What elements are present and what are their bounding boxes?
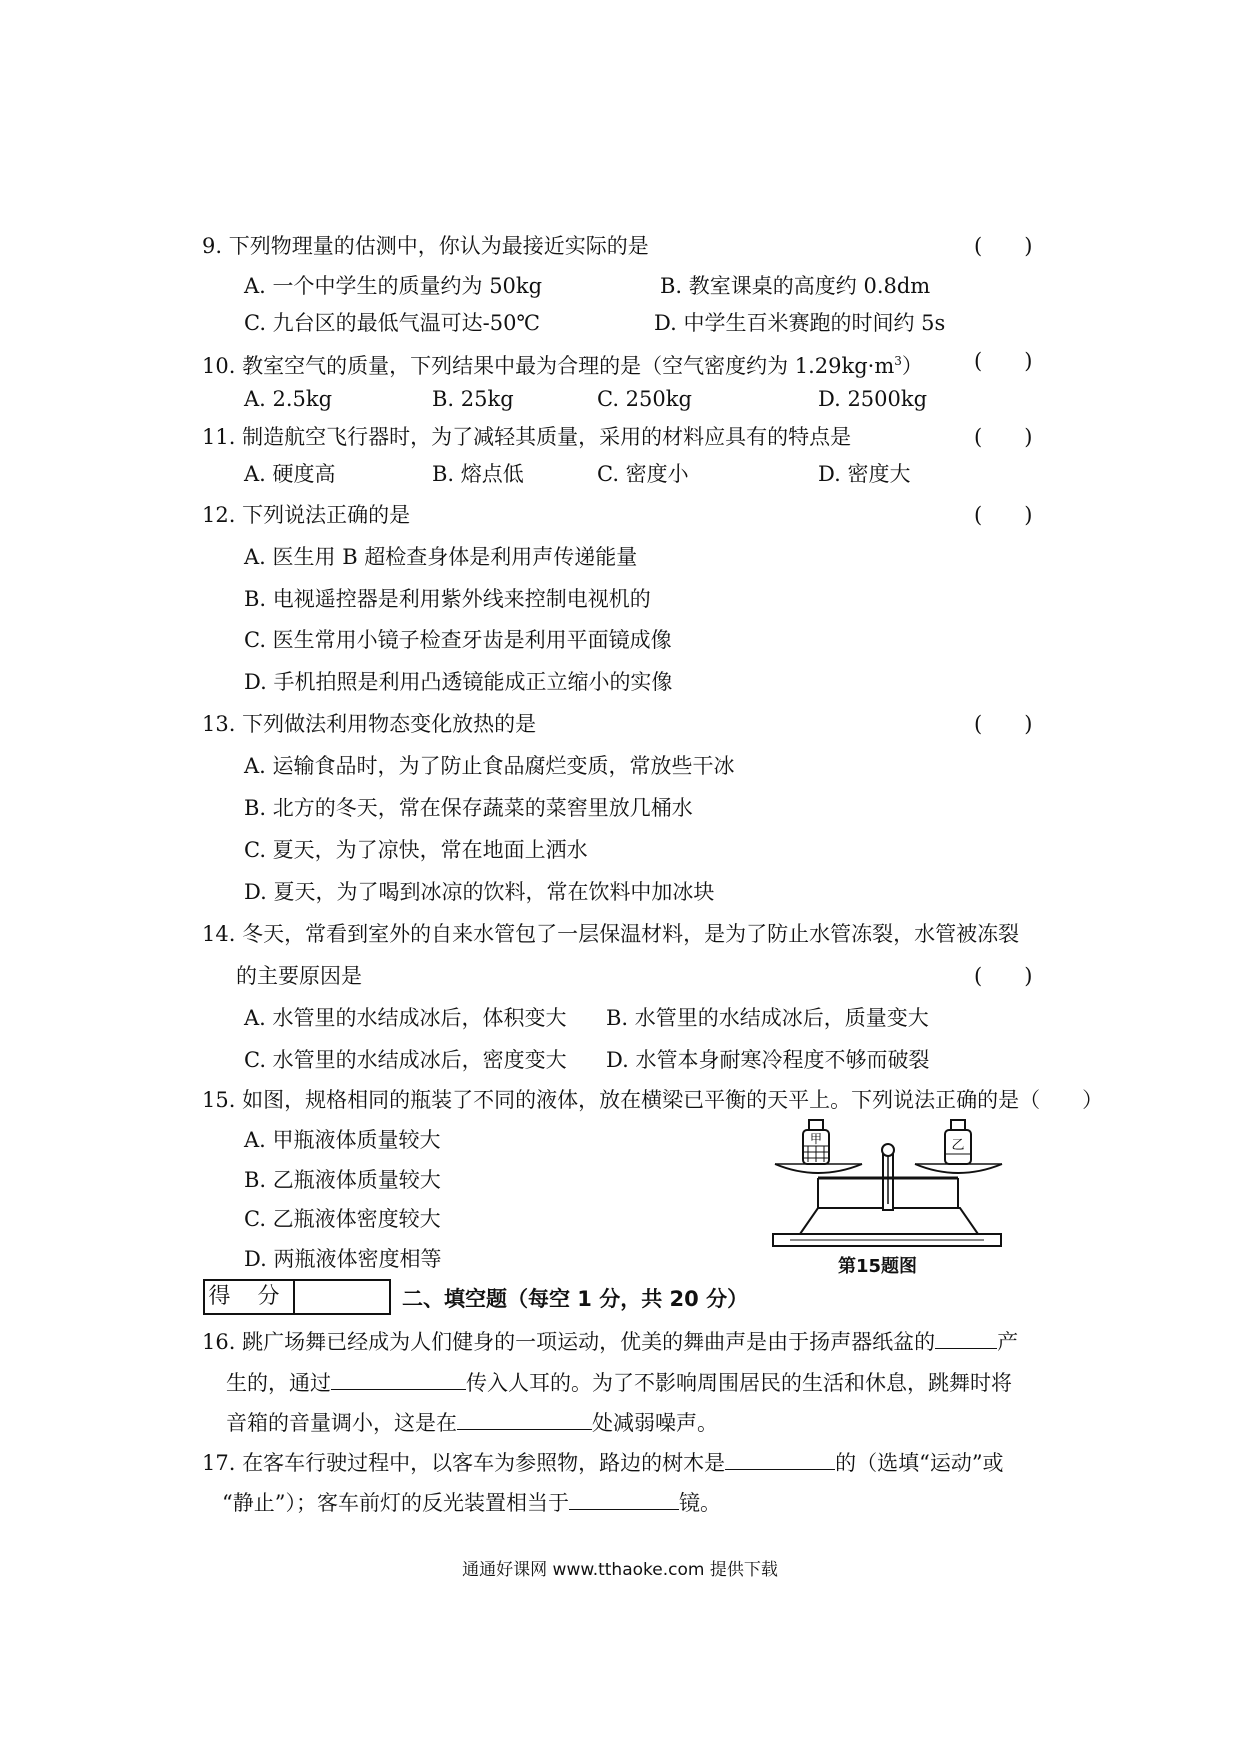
q14-option-d: D. 水管本身耐寒冷程度不够而破裂 bbox=[606, 1048, 930, 1072]
q17-blank2[interactable] bbox=[569, 1489, 679, 1510]
q14-option-a: A. 水管里的水结成冰后，体积变大 bbox=[244, 1006, 567, 1030]
q9-paren: ( ) bbox=[974, 234, 1033, 258]
balance-pan-right bbox=[915, 1164, 1002, 1173]
q15-option-a: A. 甲瓶液体质量较大 bbox=[244, 1128, 441, 1152]
q11-stem: 11. 制造航空飞行器时，为了减轻其质量，采用的材料应具有的特点是 bbox=[202, 425, 852, 449]
q9-stem: 9. 下列物理量的估测中，你认为最接近实际的是 bbox=[202, 234, 649, 258]
balance-figure bbox=[770, 1116, 1010, 1252]
q16-blank1[interactable] bbox=[935, 1328, 997, 1349]
q13-option-c: C. 夏天，为了凉快，常在地面上洒水 bbox=[244, 838, 588, 862]
q11-option-c: C. 密度小 bbox=[597, 462, 689, 486]
q9-option-d: D. 中学生百米赛跑的时间约 5s bbox=[654, 311, 946, 335]
balance-base-top bbox=[800, 1208, 978, 1234]
q13-option-d: D. 夏天，为了喝到冰凉的饮料，常在饮料中加冰块 bbox=[244, 880, 715, 904]
q17-line1: 17. 在客车行驶过程中，以客车为参照物，路边的树木是 的（选填“运动”或 bbox=[202, 1451, 1004, 1475]
q12-option-b: B. 电视遥控器是利用紫外线来控制电视机的 bbox=[244, 587, 651, 611]
q15-option-d: D. 两瓶液体密度相等 bbox=[244, 1247, 442, 1271]
q14-paren: ( ) bbox=[974, 964, 1033, 988]
score-label: 得 分 bbox=[205, 1281, 295, 1313]
balance-pan-left bbox=[775, 1164, 862, 1173]
q16-blank2[interactable] bbox=[331, 1369, 466, 1390]
q12-option-c: C. 医生常用小镜子检查牙齿是利用平面镜成像 bbox=[244, 628, 672, 652]
q15-option-b: B. 乙瓶液体质量较大 bbox=[244, 1168, 441, 1192]
q16-line3: 音箱的音量调小，这是在 处减弱噪声。 bbox=[226, 1411, 718, 1435]
bottle-left-label: 甲 bbox=[809, 1132, 823, 1146]
q17-blank1[interactable] bbox=[725, 1449, 835, 1470]
bottle-right-label: 乙 bbox=[951, 1138, 965, 1153]
q14-stem-line1: 14. 冬天，常看到室外的自来水管包了一层保温材料，是为了防止水管冻裂，水管被冻裂 bbox=[202, 922, 1020, 946]
q11-option-b: B. 熔点低 bbox=[432, 462, 524, 486]
q12-paren: ( ) bbox=[974, 503, 1033, 527]
q16-line1: 16. 跳广场舞已经成为人们健身的一项运动，优美的舞曲声是由于扬声器纸盆的 产 bbox=[202, 1330, 1019, 1354]
q10-option-a: A. 2.5kg bbox=[244, 387, 333, 411]
q13-paren: ( ) bbox=[974, 712, 1033, 736]
q15-option-c: C. 乙瓶液体密度较大 bbox=[244, 1207, 441, 1231]
q12-option-a: A. 医生用 B 超检查身体是利用声传递能量 bbox=[244, 545, 638, 569]
q9-option-a: A. 一个中学生的质量约为 50kg bbox=[244, 274, 543, 298]
q15-stem: 15. 如图，规格相同的瓶装了不同的液体，放在横梁已平衡的天平上。下列说法正确的是（ ） bbox=[202, 1088, 1104, 1112]
q10-paren: ( ) bbox=[974, 349, 1033, 373]
q9-option-b: B. 教室课桌的高度约 0.8dm bbox=[660, 274, 931, 298]
q14-stem-line2: 的主要原因是 bbox=[236, 964, 362, 988]
q11-option-d: D. 密度大 bbox=[818, 462, 911, 486]
q14-option-c: C. 水管里的水结成冰后，密度变大 bbox=[244, 1048, 567, 1072]
q14-option-b: B. 水管里的水结成冰后，质量变大 bbox=[606, 1006, 929, 1030]
q11-option-a: A. 硬度高 bbox=[244, 462, 336, 486]
q12-stem: 12. 下列说法正确的是 bbox=[202, 503, 411, 527]
section-title: 二、填空题（每空 1 分，共 20 分） bbox=[402, 1287, 749, 1311]
q10-option-c: C. 250kg bbox=[597, 387, 692, 411]
q17-line2: “静止”）；客车前灯的反光装置相当于 镜。 bbox=[222, 1491, 721, 1515]
q9-option-c: C. 九台区的最低气温可达-50℃ bbox=[244, 311, 540, 335]
q10-stem: 10. 教室空气的质量，下列结果中最为合理的是（空气密度约为 $1.29kg\cdot m^3$） bbox=[202, 354, 923, 378]
q10-option-b: B. 25kg bbox=[432, 387, 514, 411]
q13-option-a: A. 运输食品时，为了防止食品腐烂变质，常放些干冰 bbox=[244, 754, 735, 778]
footer: 通通好课网 www.tthaoke.com 提供下载 bbox=[462, 1560, 778, 1580]
score-box bbox=[203, 1279, 391, 1315]
q11-paren: ( ) bbox=[974, 425, 1033, 449]
q13-stem: 13. 下列做法利用物态变化放热的是 bbox=[202, 712, 537, 736]
q13-option-b: B. 北方的冬天，常在保存蔬菜的菜窖里放几桶水 bbox=[244, 796, 693, 820]
q10-option-d: D. 2500kg bbox=[818, 387, 928, 411]
q16-blank3[interactable] bbox=[457, 1409, 592, 1430]
figure-caption: 第15题图 bbox=[838, 1256, 918, 1277]
q12-option-d: D. 手机拍照是利用凸透镜能成正立缩小的实像 bbox=[244, 670, 673, 694]
q16-line2: 生的，通过 传入人耳的。为了不影响周围居民的生活和休息，跳舞时将 bbox=[226, 1371, 1012, 1395]
